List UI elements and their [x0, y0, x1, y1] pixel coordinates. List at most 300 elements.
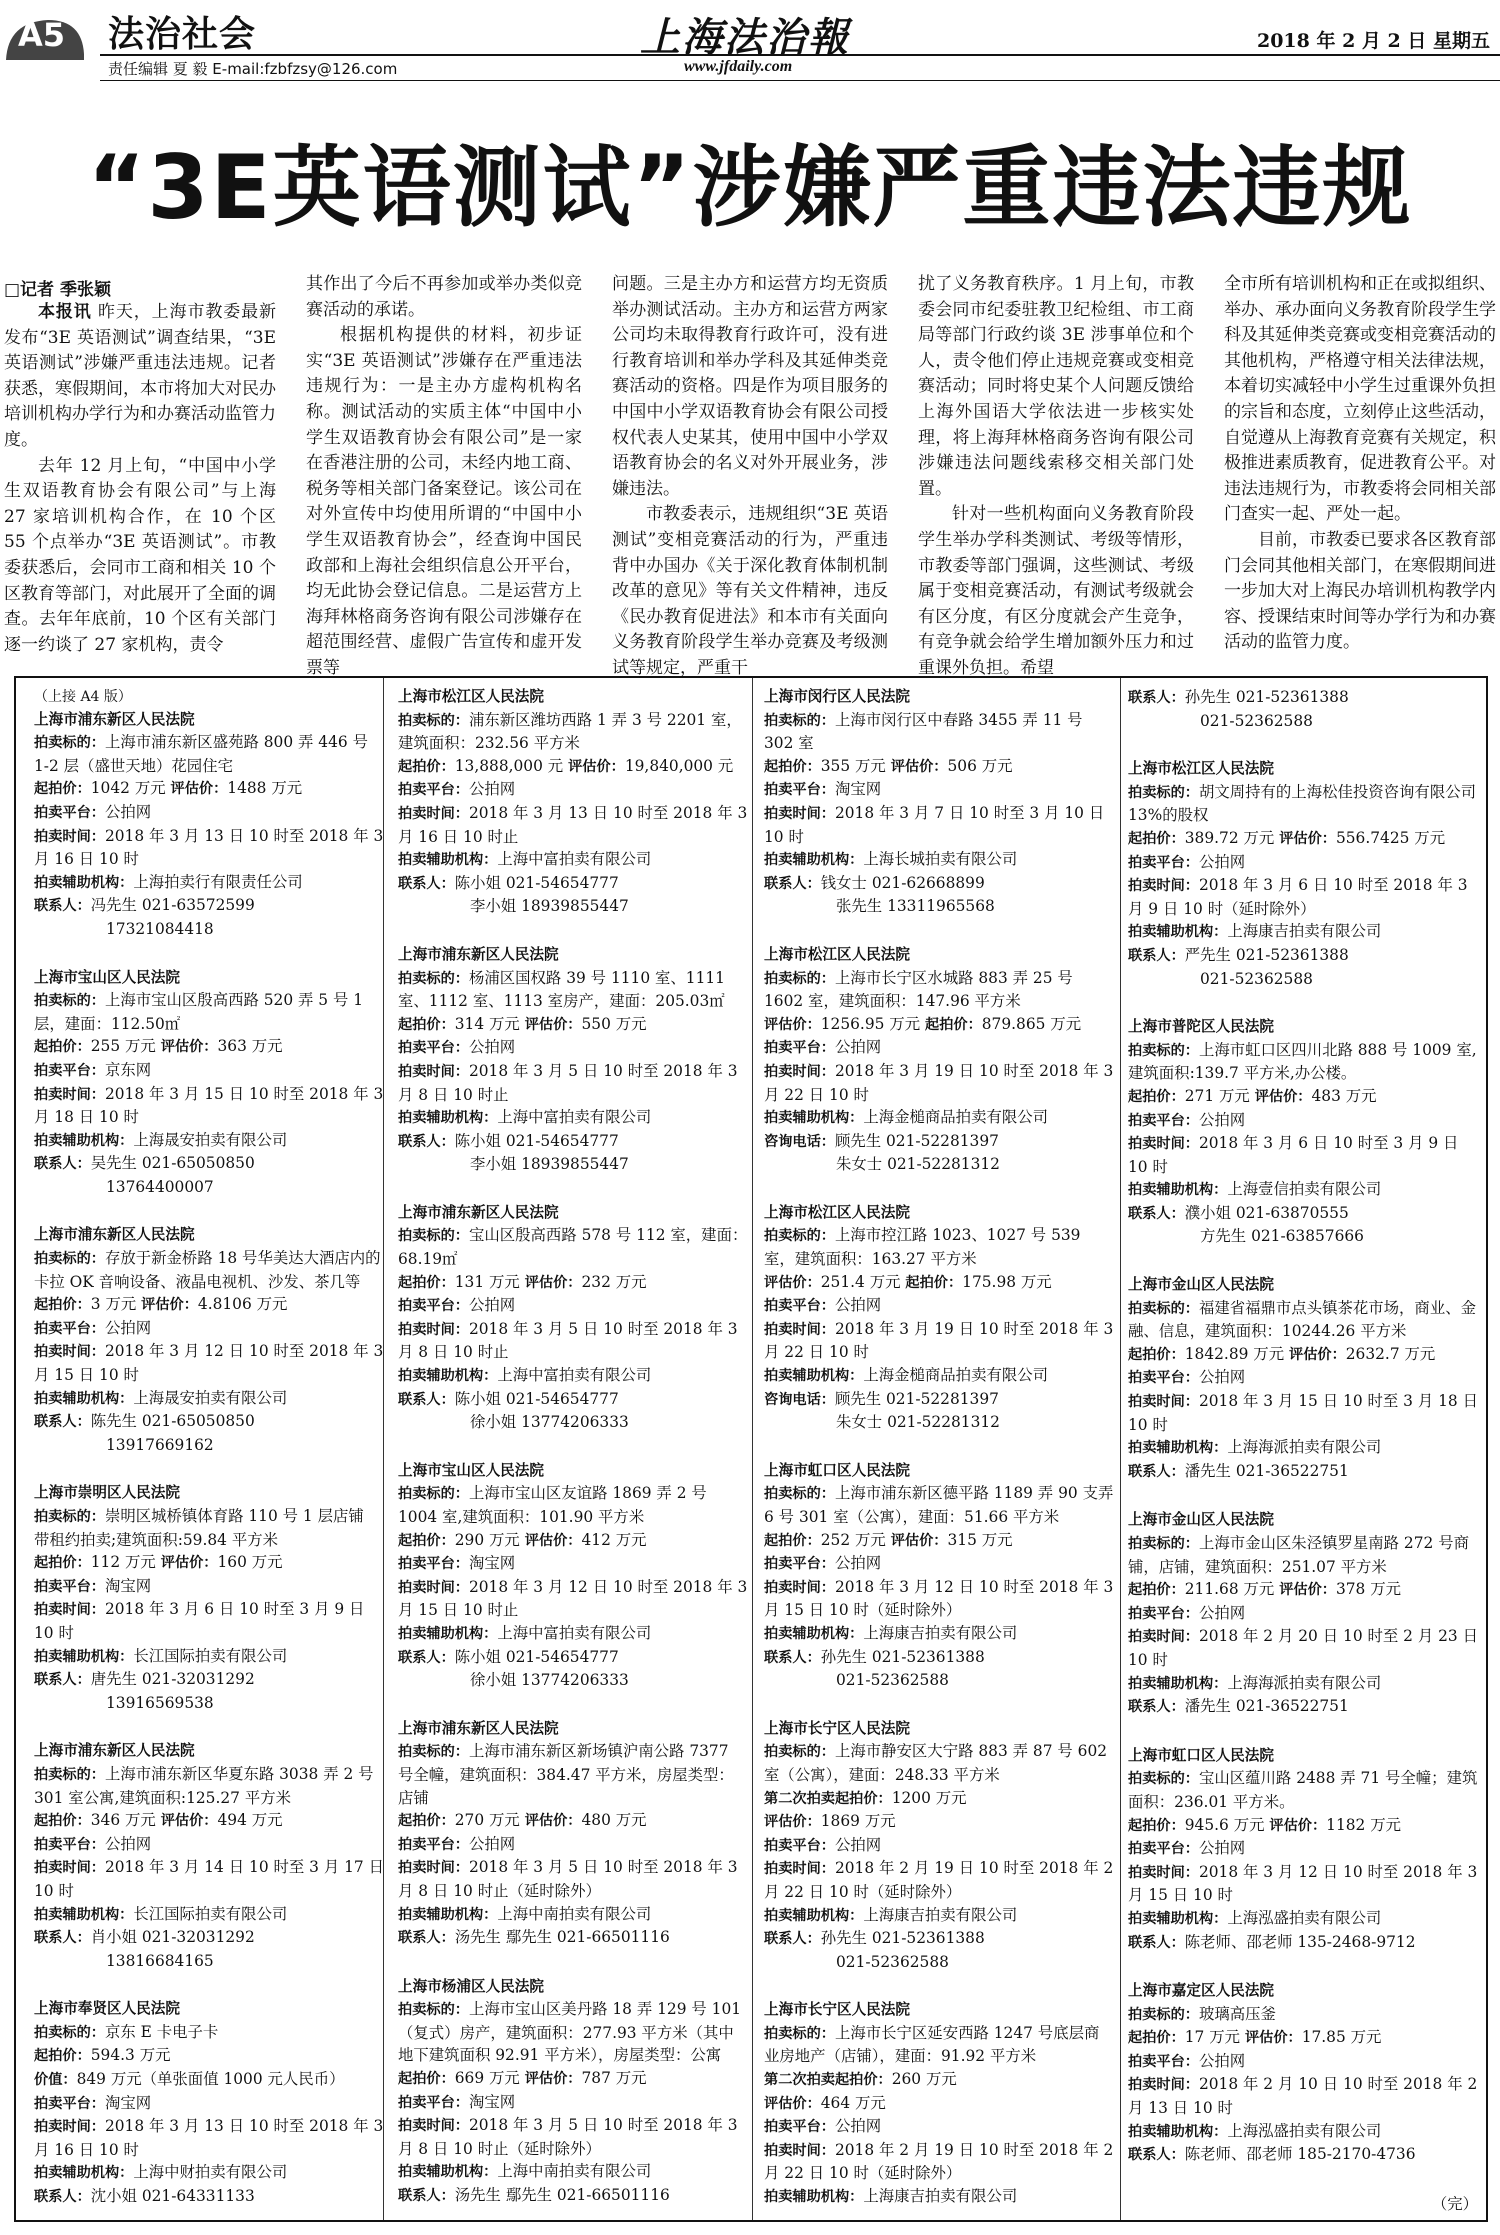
auction-platform-label: 拍卖平台： [34, 2095, 105, 2112]
start-price [34, 1551, 384, 1575]
auction-time-label: 拍卖时间： [1128, 878, 1199, 895]
auction-time [764, 1318, 1114, 1364]
auction-subject-value: 胡文周持有的上海松佳投资咨询有限公司 13%的股权 [1128, 782, 1476, 825]
auction-platform [764, 1834, 1114, 1858]
auction-agency-value: 上海海派拍卖有限公司 [1227, 1438, 1382, 1457]
auction-time-value: 2018 年 2 月 10 日 10 时至 2018 年 2 月 13 日 10 时 [1128, 2075, 1478, 2118]
contact-person-value: 陈小姐 021-54654777 [454, 873, 619, 892]
auction-time-value: 2018 年 3 月 5 日 10 时至 2018 年 3 月 8 日 10 时止（延时除外） [398, 1858, 738, 1900]
court-name: 上海市浦东新区人民法院 [34, 1742, 195, 1760]
consult-phone [764, 1130, 1114, 1154]
auction-subject-value: 上海市静安区大宁路 883 弄 87 号 602 室（公寓），建面：248.33 平方米 [764, 1742, 1108, 1784]
auction-platform [398, 1833, 748, 1857]
auction-platform [398, 1552, 748, 1576]
contact-person-label: 联系人： [34, 2189, 91, 2206]
court-name: 上海市嘉定区人民法院 [1128, 1982, 1274, 2000]
auction-agency-label: 拍卖辅助机构： [1128, 1910, 1228, 1927]
consult-phone-2: 朱女士 021-52281312 [836, 1413, 1000, 1432]
auction-time-label: 拍卖时间： [1128, 1629, 1199, 1646]
eval-price-label: 评估价： [764, 1814, 821, 1831]
auction-entry [398, 1976, 748, 2208]
contact-person-label: 联系人： [1128, 2147, 1185, 2164]
contact-person-label: 联系人： [1128, 947, 1185, 964]
auction-subject [764, 967, 1114, 1013]
start-price-value: 389.72 万元 [1184, 828, 1275, 847]
auction-platform-label: 拍卖平台： [764, 782, 835, 799]
auction-time-label: 拍卖时间： [398, 805, 469, 822]
contact-person-value: 孙先生 021-52361388 [820, 1647, 985, 1666]
paragraph: 全市所有培训机构和正在或拟组织、举办、承办面向义务教育阶段学生学科及其延伸类竞赛或变相竞赛活动的其他机构，严格遵守相关法律法规，本着切实减轻中小学生过重课外负担的宗旨和态度，立刻停止这些活动，自觉遵从上海教育竞赛有关规定，积极推进素质教育，促进教育公平。对违法违规行为，市教委将会同相关部门查实一起、严处一起。 [1224, 274, 1496, 525]
auction-time-label: 拍卖时间： [764, 2142, 835, 2159]
auction-agency-label: 拍卖辅助机构： [1128, 1440, 1228, 1457]
start-price-label: 起拍价： [34, 1297, 91, 1314]
auction-time [1128, 2073, 1478, 2119]
auction-agency-label: 拍卖辅助机构： [34, 1132, 134, 1149]
auction-subject-label: 拍卖标的： [398, 712, 469, 729]
auction-platform-label: 拍卖平台： [398, 1556, 469, 1573]
start-price-value: 175.98 万元 [962, 1272, 1052, 1291]
start-price-value: 211.68 万元 [1184, 1580, 1275, 1599]
start-price-value: 1042 万元 [90, 779, 166, 798]
contact-person-value: 汤先生 鄢先生 021-66501116 [454, 2186, 670, 2205]
auction-time [34, 825, 384, 871]
contact-person [398, 1926, 748, 1950]
auction-time-label: 拍卖时间： [398, 1860, 469, 1877]
auction-agency-label: 拍卖辅助机构： [764, 1368, 864, 1385]
auction-entry [34, 1224, 384, 1456]
article-column-5 [1224, 272, 1496, 656]
start-price-label: 起拍价： [34, 781, 91, 798]
contact-person-value: 潘先生 021-36522751 [1184, 1461, 1349, 1480]
court-name: 上海市宝山区人民法院 [398, 1461, 544, 1479]
auction-subject [1128, 1039, 1478, 1085]
contact-person-label: 联系人： [1128, 1205, 1185, 1222]
auction-agency-label: 拍卖辅助机构： [398, 852, 498, 869]
eval-price-value: 160 万元 [217, 1553, 283, 1572]
auction-subject-label: 拍卖标的： [34, 1766, 105, 1783]
auction-platform-label: 拍卖平台： [764, 1040, 835, 1057]
contact-person [1128, 1695, 1478, 1719]
auction-platform-label: 拍卖平台： [398, 1040, 469, 1057]
start-price-label: 起拍价： [34, 1555, 91, 1572]
court-name: 上海市浦东新区人民法院 [398, 945, 559, 963]
auction-time-label: 拍卖时间： [34, 1344, 105, 1361]
auction-agency-label: 拍卖辅助机构： [398, 1625, 498, 1642]
auction-platform [1128, 1837, 1478, 1861]
contact-person [764, 1646, 1114, 1670]
auction-time-label: 拍卖时间： [764, 1063, 835, 1080]
contact-person-label: 联系人： [34, 1156, 91, 1173]
auction-subject-label: 拍卖标的： [34, 1509, 105, 1525]
auction-platform-label: 拍卖平台： [764, 1556, 835, 1573]
auction-time-value: 2018 年 3 月 6 日 10 时至 3 月 9 日 10 时 [34, 1600, 365, 1642]
contact-person [764, 872, 1114, 896]
auction-agency-label: 拍卖辅助机构： [398, 1368, 498, 1385]
auction-subject-label: 拍卖标的： [34, 735, 105, 752]
auction-entry [398, 1718, 748, 1950]
auction-subject [764, 1740, 1114, 1786]
auction-time-label: 拍卖时间： [764, 1321, 835, 1338]
contact-person-2: 021-52362588 [836, 1952, 949, 1971]
second-start-price [764, 1787, 1114, 1811]
eval-price-label: 评估价： [1244, 2030, 1302, 2047]
auction-time-label: 拍卖时间： [1128, 2077, 1199, 2094]
eval-price-value: 483 万元 [1311, 1086, 1377, 1105]
eval-price-value: 1182 万元 [1326, 1815, 1402, 1834]
auction-platform [1128, 851, 1478, 875]
auction-time [398, 1576, 748, 1622]
auction-subject-label: 拍卖标的： [764, 970, 835, 987]
auction-subject-label: 拍卖标的： [398, 970, 469, 987]
auction-time [764, 1060, 1114, 1106]
auction-agency-value: 上海康吉拍卖有限公司 [1227, 922, 1382, 941]
auction-agency-label: 拍卖辅助机构： [764, 1907, 864, 1924]
auction-subject [764, 1482, 1114, 1528]
auction-subject-label: 拍卖标的： [764, 1744, 835, 1761]
auction-time-value: 2018 年 3 月 5 日 10 时至 2018 年 3 月 8 日 10 时止（延时除外） [398, 2116, 738, 2158]
masthead [0, 0, 1500, 80]
eval-price-value: 232 万元 [581, 1272, 647, 1291]
eval-price-label: 评估价： [1254, 1088, 1312, 1105]
auction-agency-value: 上海康吉拍卖有限公司 [863, 1905, 1018, 1924]
contact-person [398, 1646, 748, 1670]
article-column-3 [612, 272, 888, 682]
auction-agency-value: 上海中南拍卖有限公司 [497, 2162, 652, 2181]
auction-platform [34, 801, 384, 825]
auction-subject [398, 709, 748, 755]
auction-agency-label: 拍卖辅助机构： [764, 1110, 864, 1127]
auction-time [764, 1857, 1114, 1903]
auction-agency [1128, 2120, 1478, 2144]
auction-subject-value: 宝山区殷高西路 578 号 112 室，建面：68.19㎡ [398, 1226, 748, 1269]
second-start-price-label: 第二次拍卖起拍价： [764, 1790, 892, 1807]
start-price-value: 594.3 万元 [90, 2046, 171, 2065]
start-price-value: 252 万元 [820, 1530, 886, 1549]
auction-agency [398, 848, 748, 872]
auction-entry [764, 686, 1114, 918]
eval-price [764, 1013, 1114, 1037]
auction-platform-value: 淘宝网 [468, 2092, 516, 2111]
auction-agency [1128, 1672, 1478, 1696]
auction-subject [398, 1482, 748, 1528]
auction-subject-value: 上海市长宁区水城路 883 弄 25 号 1602 室，建筑面积：147.96 平方米 [764, 968, 1073, 1011]
auction-time [1128, 1390, 1478, 1436]
start-price-value: 270 万元 [454, 1811, 520, 1830]
paper-url: www.jfdaily.com [684, 58, 793, 75]
auction-time-value: 2018 年 3 月 12 日 10 时至 2018 年 3 月 15 日 10 时（延时除外） [764, 1577, 1114, 1620]
eval-price-value: 251.4 万元 [820, 1272, 901, 1291]
consult-phone-value: 顾先生 021-52281397 [834, 1389, 999, 1408]
auction-platform-label: 拍卖平台： [1128, 854, 1199, 871]
court-name: 上海市杨浦区人民法院 [398, 1977, 544, 1995]
auction-agency-label: 拍卖辅助机构： [34, 1648, 134, 1665]
auction-agency-label: 拍卖辅助机构： [1128, 1182, 1228, 1199]
auction-agency-value: 上海康吉拍卖有限公司 [863, 2187, 1018, 2206]
auction-agency [34, 1129, 384, 1153]
start-price-label: 起拍价： [398, 1813, 455, 1830]
auction-time-value: 2018 年 3 月 15 日 10 时至 3 月 18 日 10 时 [1128, 1392, 1479, 1434]
auction-platform [1128, 1366, 1478, 1390]
auction-agency [398, 1622, 748, 1646]
eval-price-value: 412 万元 [581, 1530, 647, 1549]
auction-time-value: 2018 年 3 月 6 日 10 时至 2018 年 3 月 9 日 10 时（延时除外） [1128, 876, 1468, 918]
contact-person-value: 濮小姐 021-63870555 [1184, 1203, 1349, 1222]
contact-person-value: 陈老师、邵老师 185-2170-4736 [1184, 2145, 1416, 2164]
auction-platform [1128, 2050, 1478, 2074]
eval-price-label: 评估价： [1279, 830, 1336, 847]
start-price [1128, 1343, 1478, 1367]
auction-subject [1128, 1297, 1478, 1343]
eval-price-label: 评估价： [524, 1274, 582, 1291]
start-price-value: 355 万元 [820, 756, 886, 775]
auction-platform [34, 2092, 384, 2116]
paragraph: 扰了义务教育秩序。1 月上旬，市教委会同市纪委驻教卫纪检组、市工商局等部门行政约谈 3E 涉事单位和个人，责令他们停止违规竞赛或变相竞赛活动；同时将史某个人问题反馈给上海外国语大学依法进一步核实处理，将上海拜林格商务咨询有限公司涉嫌违法问题线索移交相关部门处置。 [918, 274, 1194, 499]
auction-subject-label: 拍卖标的： [764, 712, 835, 729]
auction-subject-label: 拍卖标的： [1128, 2006, 1199, 2023]
contact-person [1128, 944, 1478, 968]
eval-price-label: 评估价： [764, 1016, 821, 1033]
auction-platform-label: 拍卖平台： [764, 2119, 835, 2136]
eval-price-label: 评估价： [764, 2095, 821, 2112]
start-price-label: 起拍价： [1128, 1346, 1185, 1363]
auction-platform-label: 拍卖平台： [34, 1320, 105, 1337]
auction-agency-value: 上海中南拍卖有限公司 [497, 1904, 652, 1923]
eval-price-value: 1869 万元 [820, 1812, 896, 1831]
auction-subject-value: 上海市虹口区四川北路 888 号 1009 室,建筑面积:139.7 平方米,办公楼。 [1128, 1040, 1477, 1083]
auction-agency [34, 1903, 384, 1927]
contact-person-value: 严先生 021-52361388 [1184, 945, 1349, 964]
contact-person-value: 陈小姐 021-54654777 [454, 1131, 619, 1150]
contact-person-value: 陈小姐 021-54654777 [454, 1647, 619, 1666]
contact-person-2: 13816684165 [106, 1951, 214, 1970]
auction-entry [1128, 1980, 1478, 2167]
auction-platform [34, 1059, 384, 1083]
contact-person [34, 1410, 384, 1434]
auction-subject-value: 上海市宝山区殷高西路 520 弄 5 号 1 层，建面：112.50㎡ [34, 991, 364, 1033]
contact-person-label: 联系人： [1128, 1463, 1185, 1480]
article-column-4 [918, 272, 1194, 682]
contact-person-value: 沈小姐 021-64331133 [90, 2187, 255, 2206]
auction-subject [34, 1763, 384, 1809]
auction-entry [398, 1202, 748, 1434]
continuation-note: （上接 A4 版） [34, 689, 132, 705]
notice-column-3 [764, 686, 1114, 2235]
auction-subject [764, 709, 1114, 755]
start-price-value: 255 万元 [90, 1037, 156, 1056]
eval-price-value: 480 万元 [581, 1811, 647, 1830]
auction-subject-value: 上海市闵行区中春路 3455 弄 11 号 302 室 [764, 710, 1083, 753]
auction-platform-value: 公拍网 [834, 1296, 882, 1315]
auction-agency-value: 上海拍卖行有限责任公司 [133, 872, 303, 891]
auction-time [34, 2115, 384, 2161]
eval-price-value: 1256.95 万元 [820, 1014, 921, 1033]
auction-entry [1128, 1016, 1478, 1248]
start-price-value: 13,888,000 元 [454, 756, 564, 775]
auction-platform-value: 公拍网 [468, 1834, 516, 1853]
start-price-value: 1842.89 万元 [1184, 1344, 1285, 1363]
auction-platform-value: 公拍网 [468, 780, 516, 799]
auction-time [1128, 1132, 1478, 1178]
contact-person [34, 2185, 384, 2209]
auction-time [34, 1083, 384, 1129]
auction-platform [764, 1036, 1114, 1060]
auction-subject-label: 拍卖标的： [764, 2025, 835, 2042]
auction-agency [398, 2160, 748, 2184]
auction-subject-label: 拍卖标的： [34, 993, 105, 1010]
start-price-label: 起拍价： [1128, 1817, 1185, 1834]
auction-subject-label: 拍卖标的： [764, 1228, 835, 1245]
contact-person [1128, 686, 1478, 710]
start-price [34, 2044, 384, 2068]
auction-agency-value: 上海中富拍卖有限公司 [497, 1623, 652, 1642]
lead-word: 本报讯 [38, 302, 92, 322]
consult-phone-value: 顾先生 021-52281397 [834, 1131, 999, 1150]
contact-person-label: 联系人： [1128, 690, 1185, 706]
eval-price-value: 363 万元 [217, 1037, 283, 1056]
contact-person-label: 联系人： [398, 1391, 455, 1408]
eval-price [764, 1810, 1114, 1834]
auction-agency-label: 拍卖辅助机构： [1128, 924, 1228, 941]
court-name: 上海市松江区人民法院 [398, 688, 544, 705]
contact-person-2: 021-52362588 [836, 1671, 949, 1690]
auction-platform [34, 1317, 384, 1341]
start-price-value: 669 万元 [454, 2069, 520, 2088]
auction-platform-label: 拍卖平台： [34, 1062, 105, 1079]
auction-agency [34, 1645, 384, 1669]
auction-time [34, 1598, 384, 1644]
start-price-label: 起拍价： [398, 1274, 455, 1291]
eval-price-label: 评估价： [170, 781, 228, 798]
contact-person-2: 徐小姐 13774206333 [470, 1671, 629, 1690]
auction-subject [398, 967, 748, 1013]
start-price-value: 290 万元 [454, 1530, 520, 1549]
start-price-value: 314 万元 [454, 1014, 520, 1033]
court-name: 上海市长宁区人民法院 [764, 1719, 910, 1737]
auction-platform-label: 拍卖平台： [1128, 1370, 1199, 1387]
paragraph: 市教委表示，违规组织“3E 英语测试”变相竞赛活动的行为，严重违背中办国办《关于深化教育体制机制改革的意见》等有关文件精神，违反《民办教育促进法》和本市有关面向义务教育阶段学生举办竞赛及考级测试等规定，严重干 [612, 504, 888, 678]
auction-platform-value: 淘宝网 [834, 780, 882, 799]
auction-time-value: 2018 年 3 月 12 日 10 时至 2018 年 3 月 15 日 10 时 [1128, 1862, 1478, 1905]
auction-time [398, 802, 748, 848]
contact-person-value: 冯先生 021-63572599 [90, 896, 255, 915]
contact-person-label: 联系人： [398, 1649, 455, 1666]
auction-subject-value: 浦东新区潍坊西路 1 弄 3 号 2201 室，建筑面积：232.56 平方米 [398, 710, 742, 753]
contact-person [1128, 1460, 1478, 1484]
auction-subject-label: 拍卖标的： [1128, 1536, 1199, 1552]
auction-platform-label: 拍卖平台： [34, 1578, 105, 1595]
auction-time [398, 2114, 748, 2160]
paragraph: 去年 12 月上旬，“中国中小学生双语教育协会有限公司”与上海 27 家培训机构合作，在 10 个区 55 个点举办“3E 英语测试”。市教委获悉后，会同市工商和相关 10 个区教育等部门，对此展开了全面的调查。去年年底前，10 个区有关部门逐一约谈了 27 家机构，责令 [4, 455, 276, 655]
auction-entry [1128, 686, 1478, 732]
auction-subject [398, 1998, 748, 2067]
auction-agency [398, 1106, 748, 1130]
auction-subject-value: 存放于新金桥路 18 号华美达大酒店内的卡拉 OK 音响设备、液晶电视机、沙发、茶几等 [34, 1249, 381, 1291]
start-price [34, 1035, 384, 1059]
start-price [764, 755, 1114, 779]
auction-agency-label: 拍卖辅助机构： [34, 1906, 134, 1923]
contact-person-label: 联系人： [34, 1672, 91, 1689]
auction-time [398, 1060, 748, 1106]
auction-subject [1128, 1767, 1478, 1813]
auction-platform-label: 拍卖平台： [764, 1298, 835, 1315]
auction-platform-label: 拍卖平台： [398, 1298, 469, 1315]
auction-subject-label: 拍卖标的： [398, 2002, 469, 2019]
byline: □记者 季张颖 [4, 280, 111, 300]
auction-subject-value: 上海市浦东新区新场镇沪南公路 7377 号全幢，建筑面积：384.47 平方米，房屋类型：店铺 [398, 1742, 734, 1807]
contact-person-label: 联系人： [1128, 1699, 1185, 1716]
auction-time [1128, 1861, 1478, 1907]
auction-agency [398, 1903, 748, 1927]
auction-platform [764, 778, 1114, 802]
auction-agency-label: 拍卖辅助机构： [764, 1625, 864, 1642]
end-mark: （完） [1431, 2194, 1478, 2213]
item-value [34, 2068, 384, 2092]
eval-price-label: 评估价： [141, 1297, 198, 1314]
consult-phone-label: 咨询电话： [764, 1391, 835, 1408]
auction-agency [1128, 920, 1478, 944]
contact-person-label: 联系人： [398, 1930, 455, 1947]
consult-phone [764, 1388, 1114, 1412]
eval-price-value: 378 万元 [1335, 1580, 1402, 1599]
contact-person-value: 唐先生 021-32031292 [90, 1670, 255, 1689]
eval-price-label: 评估价： [764, 1274, 821, 1291]
auction-subject-value: 上海市浦东新区德平路 1189 弄 90 支弄 6 号 301 室（公寓），建面：51.66 平方米 [764, 1484, 1114, 1526]
contact-person [398, 1388, 748, 1412]
article-column-1 [4, 300, 276, 658]
auction-platform-value: 淘宝网 [104, 2093, 152, 2112]
auction-agency-label: 拍卖辅助机构： [398, 2164, 498, 2181]
auction-platform-value: 公拍网 [834, 1554, 882, 1573]
auction-time-value: 2018 年 3 月 5 日 10 时至 2018 年 3 月 8 日 10 时止 [398, 1319, 738, 1362]
auction-subject-label: 拍卖标的： [1128, 1300, 1199, 1317]
eval-price-value: 494 万元 [217, 1811, 283, 1830]
auction-time-value: 2018 年 2 月 19 日 10 时至 2018 年 2 月 22 日 10 时（延时除外） [764, 2140, 1114, 2183]
auction-time-value: 2018 年 2 月 20 日 10 时至 2 月 23 日 10 时 [1128, 1627, 1479, 1669]
auction-agency [764, 1622, 1114, 1646]
eval-price-label: 评估价： [160, 1813, 218, 1830]
auction-subject-label: 拍卖标的： [1128, 784, 1199, 801]
auction-time [34, 1856, 384, 1902]
contact-person [1128, 2143, 1478, 2167]
auction-entry [34, 967, 384, 1199]
contact-person-value: 陈老师、邵老师 135-2468-9712 [1184, 1932, 1416, 1951]
auction-platform [1128, 1109, 1478, 1133]
start-price-label: 起拍价： [1128, 1582, 1185, 1599]
auction-agency [398, 1364, 748, 1388]
contact-person [764, 1927, 1114, 1951]
auction-agency [34, 1387, 384, 1411]
paragraph: 问题。三是主办方和运营方均无资质举办测试活动。主办方和运营方两家公司均未取得教育行政许可，没有进行教育培训和举办学科及其延伸类竞赛活动的资格。四是作为项目服务的中国中小学双语教育协会有限公司授权代表人史某其，使用中国中小学双语教育协会的名义对外开展业务，涉嫌违法。 [612, 274, 888, 499]
auction-subject-label: 拍卖标的： [398, 1486, 469, 1503]
auction-agency [764, 2185, 1114, 2209]
auction-agency-label: 拍卖辅助机构： [764, 2189, 864, 2206]
auction-entry [1128, 1745, 1478, 1954]
auction-time-label: 拍卖时间： [34, 1086, 105, 1103]
auction-time-value: 2018 年 3 月 19 日 10 时至 2018 年 3 月 22 日 10 时 [764, 1061, 1114, 1104]
eval-price-label: 评估价： [1289, 1346, 1346, 1363]
auction-time [398, 1318, 748, 1364]
auction-agency [764, 1106, 1114, 1130]
auction-subject [1128, 2003, 1478, 2027]
auction-entry [764, 1202, 1114, 1434]
auction-time [398, 1856, 748, 1902]
auction-entry [764, 1460, 1114, 1692]
auction-platform-value: 公拍网 [1198, 1110, 1246, 1129]
auction-time-value: 2018 年 3 月 7 日 10 时至 3 月 10 日 10 时 [764, 803, 1105, 846]
auction-agency-value: 长江国际拍卖有限公司 [133, 1646, 288, 1665]
start-price-label: 起拍价： [398, 758, 455, 775]
eval-price-value: 2632.7 万元 [1345, 1344, 1436, 1363]
